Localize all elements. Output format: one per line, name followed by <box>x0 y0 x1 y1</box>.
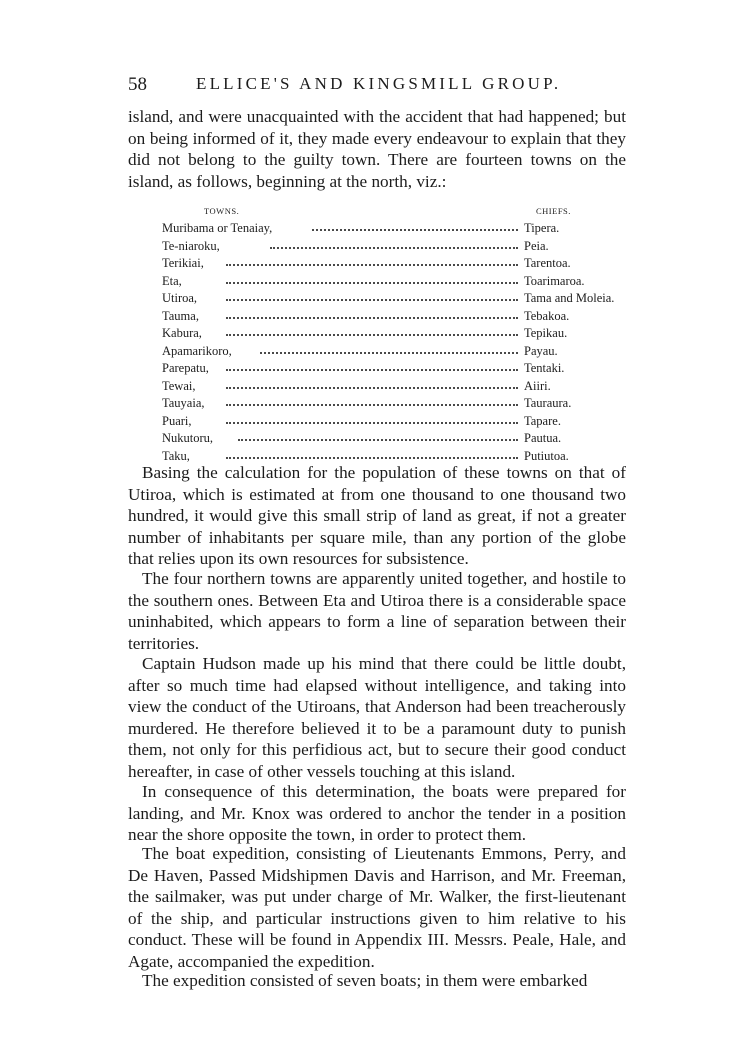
intro-paragraph: island, and were unacquainted with the accident that had happened; but on being informed of it, they made every endeavour to explain that they did not belong to the guilty town. There are fourteen towns on the island, as follows, beginning at the north, viz.: <box>128 107 626 191</box>
leader-dots <box>312 229 518 231</box>
town-name: Puari, <box>162 413 192 428</box>
chief-name: Tepikau. <box>524 326 568 340</box>
body-paragraph: The four northern towns are apparently united together, and hostile to the southern ones. Between Eta and Utiroa there is a considerable space uninhabited, which appears to form a line of separation between their territories. <box>128 569 626 653</box>
chief-name: Tauraura. <box>524 396 572 410</box>
town-name: Tauyaia, <box>162 396 205 410</box>
table-row <box>162 378 618 396</box>
table-row <box>162 360 618 378</box>
leader-dots <box>226 457 518 459</box>
chief-name: Tapare. <box>524 413 561 428</box>
table-row <box>162 308 618 326</box>
leader-dots <box>226 317 518 319</box>
chief-name: Tentaki. <box>524 361 565 375</box>
table-row <box>162 220 618 238</box>
towns-chiefs-table <box>162 206 618 465</box>
table-row <box>162 343 618 361</box>
chief-name: Tebakoa. <box>524 308 570 323</box>
table-row <box>162 290 618 308</box>
table-row <box>162 430 618 448</box>
page-header <box>118 74 638 98</box>
town-name: Nukutoru, <box>162 431 214 445</box>
town-name: Te-niaroku, <box>162 238 220 253</box>
leader-dots <box>270 247 518 249</box>
body-paragraph: In consequence of this determination, the boats were prepared for landing, and Mr. Knox was ordered to anchor the tender in a position near the shore opposite the town, in order to protect them. <box>128 782 626 844</box>
leader-dots <box>238 439 518 441</box>
town-name: Terikiai, <box>162 256 204 270</box>
body-paragraph: The expedition consisted of seven boats; in them were embarked <box>142 971 588 990</box>
table-row <box>162 255 618 273</box>
leader-dots <box>260 352 518 354</box>
chief-name: Peia. <box>524 238 549 253</box>
table-row <box>162 325 618 343</box>
table-row <box>162 273 618 291</box>
table-row <box>162 238 618 256</box>
chief-name: Pautua. <box>524 431 562 445</box>
page-number: 58 <box>128 74 147 95</box>
body-paragraph: The boat expedition, consisting of Lieutenants Emmons, Perry, and De Haven, Passed Midshipmen Davis and Harrison, and Mr. Freeman, the sailmaker, was put under charge of Mr. Walker, the first-lieutenant of the ship, and particular instructions given to him relative to his conduct. These will be found in Appendix III. Messrs. Peale, Hale, and Agate, accompanied the expedition. <box>128 844 626 971</box>
chief-name: Tama and Moleia. <box>524 291 615 305</box>
chief-name: Tarentoa. <box>524 256 571 270</box>
leader-dots <box>226 282 518 284</box>
table-row <box>162 395 618 413</box>
body-paragraph: Captain Hudson made up his mind that there could be little doubt, after so much time had elapsed without intelligence, and taking into view the conduct of the Utiroans, that Anderson had been treacherously murdered. He therefore believed it to be a paramount duty to punish them, not only for this perfidious act, but to secure their good conduct hereafter, in case of other vessels touching at this island. <box>128 654 626 781</box>
chief-name: Toarimaroa. <box>524 273 585 288</box>
town-name: Tauma, <box>162 308 199 323</box>
chief-name: Tipera. <box>524 221 560 235</box>
leader-dots <box>226 404 518 406</box>
leader-dots <box>226 422 518 424</box>
town-name: Muribama or Tenaiay, <box>162 221 273 235</box>
chief-name: Aiiri. <box>524 378 551 393</box>
leader-dots <box>226 299 518 301</box>
town-name: Tewai, <box>162 378 196 393</box>
leader-dots <box>226 387 518 389</box>
body-paragraph: Basing the calculation for the population of these towns on that of Utiroa, which is estimated at from one thousand to one thousand two hundred, it would give this small strip of land as great, if not a greater number of inhabitants per square mile, than any portion of the globe that relies upon its own resources for subsistence. <box>128 463 626 568</box>
leader-dots <box>226 334 518 336</box>
town-name: Parepatu, <box>162 361 209 375</box>
town-name: Kabura, <box>162 326 202 340</box>
town-name: Apamarikoro, <box>162 343 232 358</box>
towns-column-header: TOWNS. <box>204 206 240 216</box>
chiefs-column-header: CHIEFS. <box>536 206 571 216</box>
town-name: Eta, <box>162 273 182 288</box>
running-head: ELLICE'S AND KINGSMILL GROUP. <box>196 74 562 93</box>
leader-dots <box>226 264 518 266</box>
table-header-row <box>162 206 618 220</box>
town-name: Utiroa, <box>162 291 198 305</box>
chief-name: Putiutoa. <box>524 448 569 463</box>
town-name: Taku, <box>162 448 190 463</box>
leader-dots <box>226 369 518 371</box>
chief-name: Payau. <box>524 343 558 358</box>
table-row <box>162 413 618 431</box>
